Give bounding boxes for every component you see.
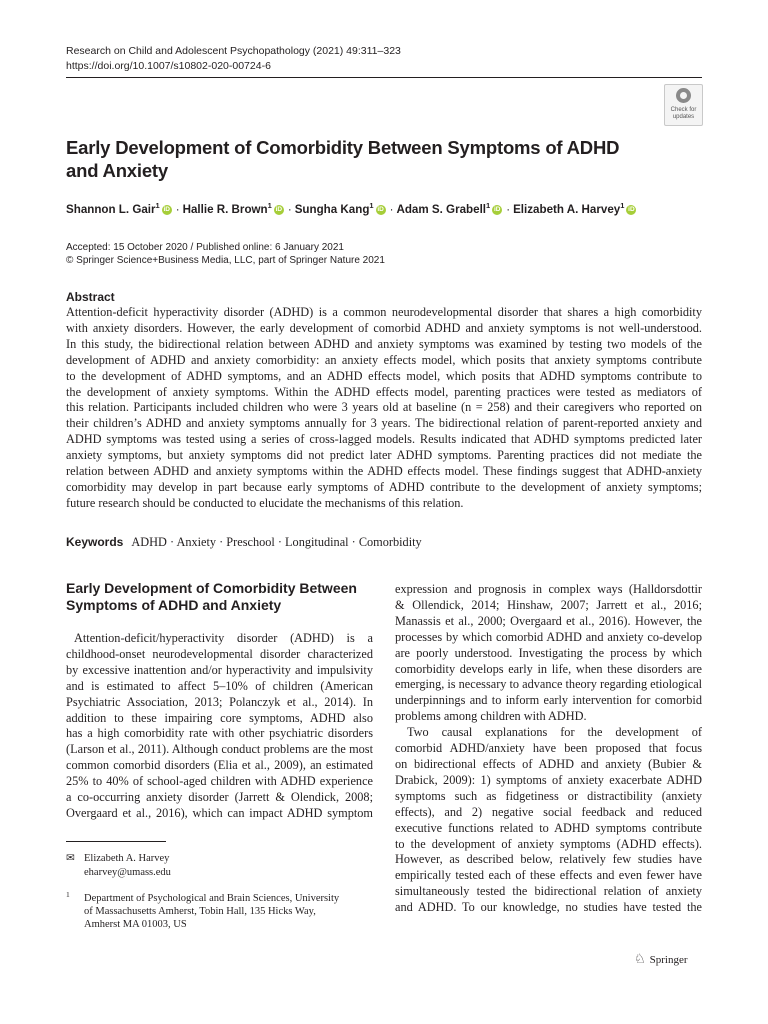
body-line: and ADHD. To our knowledge, no studies have tested the <box>395 900 702 915</box>
orcid-icon[interactable]: iD <box>275 205 283 213</box>
abstract-body <box>66 305 702 512</box>
body-line: by excessive inattention and/or hyperactivity and impulsivity <box>66 662 373 677</box>
badge-line2: updates <box>672 114 695 120</box>
springer-horse-icon: ♘ <box>634 951 646 966</box>
keywords-list: ADHD · Anxiety · Preschool · Longitudinal · Comorbidity <box>131 535 422 549</box>
orcid-icon[interactable]: iD <box>163 205 170 213</box>
body-line: Two causal explanations for the development of <box>407 725 702 740</box>
abstract-line: Attention-deficit hyperactivity disorder (ADHD) is a common neurodevelopmental disorder that shares a high comorbidity <box>66 305 702 319</box>
body-line: and is estimated to affect 5–10% of children (American <box>66 678 373 693</box>
body-line: comorbidity develops early in life, when these disorders are <box>395 661 702 676</box>
affiliation-line1: Department of Psychological and Brain Sciences, University <box>84 893 340 904</box>
corresponding-author-name: Elizabeth A. Harvey <box>84 853 170 864</box>
keywords-label: Keywords <box>66 535 124 549</box>
body-line: symptoms such as fidgetiness or distractibility (anxiety <box>395 788 702 803</box>
corresponding-author-email[interactable]: eharvey@umass.edu <box>84 867 171 878</box>
body-line: executive functions related to ADHD symptoms contribute <box>395 820 702 835</box>
abstract-heading: Abstract <box>66 290 115 304</box>
body-line: emerging, is necessary to advance theory regarding etiological <box>395 677 703 692</box>
publisher-name: Springer <box>649 954 688 966</box>
body-line: Overgaard et al., 2016), which can impact ADHD symptom <box>66 805 373 820</box>
body-line: (Larson et al., 2011). Although conduct problems are the most <box>66 742 373 757</box>
body-line: processes by which comorbid ADHD and anxiety co-develop <box>395 629 702 644</box>
abstract-line: relation between ADHD and anxiety symptoms within the ADHD effects model. These findings suggest that ADHD-anxiety <box>66 464 702 479</box>
check-for-updates-badge[interactable] <box>664 84 703 126</box>
section-heading-line2: Symptoms of ADHD and Anxiety <box>66 597 282 613</box>
body-line: However, as described below, relatively few studies have <box>395 852 702 867</box>
journal-citation: Research on Child and Adolescent Psychopathology (2021) 49:311–323 <box>66 45 401 57</box>
body-line: empirically tested each of these effects and even fewer have <box>395 868 702 883</box>
body-line: comorbid ADHD/anxiety have been proposed that focus <box>395 741 702 756</box>
abstract-line: their children’s ADHD and anxiety symptoms annually for 3 years. The bidirectional relation of parent-reported anxiety and <box>66 416 702 431</box>
abstract-line: with anxiety disorders. However, the early development of comorbid ADHD and anxiety symptoms is not well-understood. <box>66 320 702 335</box>
abstract-line: In this study, the bidirectional relation between ADHD and anxiety symptoms was examined by testing two models of the <box>66 336 702 351</box>
body-line: childhood-onset neurodevelopmental disorder characterized <box>66 646 373 661</box>
affiliation-mark: 1 <box>267 201 272 210</box>
orcid-icon[interactable]: iD <box>377 205 384 213</box>
abstract-line: anxiety symptoms, but anxiety symptoms did not predict later ADHD symptoms. Parenting practices did not mediate the <box>66 448 702 463</box>
author-name[interactable]: Elizabeth A. Harvey <box>513 203 621 216</box>
abstract-line: to the development of ADHD symptoms, and an ADHD effects model, which posits that ADHD symptoms contribute to <box>66 368 702 383</box>
author-name[interactable]: Sungha Kang <box>294 203 370 216</box>
body-line: effects), and 2) negative social feedback and reduced <box>395 804 702 819</box>
affiliation-mark: 1 <box>369 201 374 210</box>
affiliation-line2: of Massachusetts Amherst, Tobin Hall, 135 Hicks Way, <box>84 906 316 917</box>
abstract-line: ADHD symptoms was tested using a series of cross-lagged models. Results indicated that ADHD symptoms predicted later <box>66 432 702 447</box>
abstract-line: comorbidity may develop in part because early symptoms of ADHD contribute to the development of anxiety symptoms; <box>66 479 702 494</box>
body-line: has a high comorbidity rate with other psychiatric disorders <box>66 726 373 741</box>
abstract-line: the development of anxiety symptoms. Within the ADHD effects model, parenting practices were tested as mediators of <box>66 384 702 399</box>
keywords <box>66 533 422 551</box>
affiliation-mark: 1 <box>486 201 491 210</box>
publisher-logo <box>634 950 688 968</box>
abstract-line: future research should be conducted to elucidate the mechanisms of this relation. <box>66 495 464 510</box>
publication-dates: Accepted: 15 October 2020 / Published online: 6 January 2021 <box>66 242 344 253</box>
bookmark-icon <box>676 88 691 103</box>
section-heading-line1: Early Development of Comorbidity Between <box>66 580 357 596</box>
copyright-notice: © Springer Science+Business Media, LLC, part of Springer Nature 2021 <box>66 255 385 266</box>
affiliation-number: 1 <box>66 890 70 899</box>
doi-link[interactable]: https://doi.org/10.1007/s10802-020-00724-6 <box>66 60 271 72</box>
badge-line1: Check for <box>670 107 697 113</box>
body-line: Psychiatric Association, 2013; Polanczyk et al., 2014). In <box>66 694 373 709</box>
author-name[interactable]: Shannon L. Gair <box>66 203 156 216</box>
affiliation-mark: 1 <box>620 201 625 210</box>
body-line: simultaneously tested the bidirectional relation of anxiety <box>395 884 702 899</box>
body-line: underpinnings and to inform early intervention for comorbid <box>395 693 702 708</box>
body-line: addition to these impairing core symptoms, ADHD also <box>66 710 373 725</box>
left-column-body <box>66 631 373 822</box>
author-name[interactable]: Hallie R. Brown <box>182 203 268 216</box>
body-line: a co-occurring anxiety disorder (Jarrett & Olendick, 2008; <box>66 790 373 805</box>
affiliation-line3: Amherst MA 01003, US <box>84 919 187 930</box>
body-line: problems among children with ADHD. <box>395 709 587 724</box>
paper-title-line2: and Anxiety <box>66 160 168 181</box>
right-column-body <box>395 582 702 916</box>
author-list: Shannon L. Gair$^1$ iD · Hallie R. Brown$^1$ iD · Sungha Kang$^1$ iD · Adam S. Grabell$^1$ iD · Elizabeth A. Harvey$^1$ iD <box>66 201 635 216</box>
body-line: expression and prognosis in complex ways (Halldorsdottir <box>395 582 702 596</box>
body-line: & Ollendick, 2014; Hinshaw, 2007; Jarrett et al., 2016; <box>395 597 702 612</box>
abstract-line: this relation. Participants included children who were 3 years old at baseline (n = 258) and their caregivers who reported on <box>66 400 702 415</box>
body-line: are poorly understood. Investigating the process by which <box>395 645 702 660</box>
footnote-rule <box>66 841 166 842</box>
orcid-icon[interactable]: iD <box>493 205 501 213</box>
envelope-icon: ✉ <box>66 853 75 864</box>
body-line: Manassis et al., 2000; Overgaard et al., 2016). However, the <box>395 613 702 628</box>
body-line: 25% to 40% of school-aged children with ADHD experience <box>66 774 373 789</box>
header-rule <box>66 77 702 78</box>
abstract-line: development of ADHD and anxiety comorbidity: an anxiety effects model, which posits that anxiety symptoms contribute <box>66 352 702 367</box>
author-name[interactable]: Adam S. Grabell <box>396 203 487 216</box>
body-line: on bidirectional effects of ADHD and anxiety (Bubier & <box>395 756 702 771</box>
body-line: common comorbid disorders (Elia et al., 2009), an estimated <box>66 758 373 773</box>
body-line: Attention-deficit/hyperactivity disorder (ADHD) is a <box>74 631 373 645</box>
affiliation-mark: 1 <box>155 201 160 210</box>
body-line: Drabick, 2009): 1) symptoms of anxiety exacerbate ADHD <box>395 772 702 787</box>
orcid-icon[interactable]: iD <box>628 205 635 213</box>
body-line: to the development of anxiety symptoms (ADHD effects). <box>395 836 702 851</box>
paper-title-line1: Early Development of Comorbidity Between Symptoms of ADHD <box>66 137 620 158</box>
